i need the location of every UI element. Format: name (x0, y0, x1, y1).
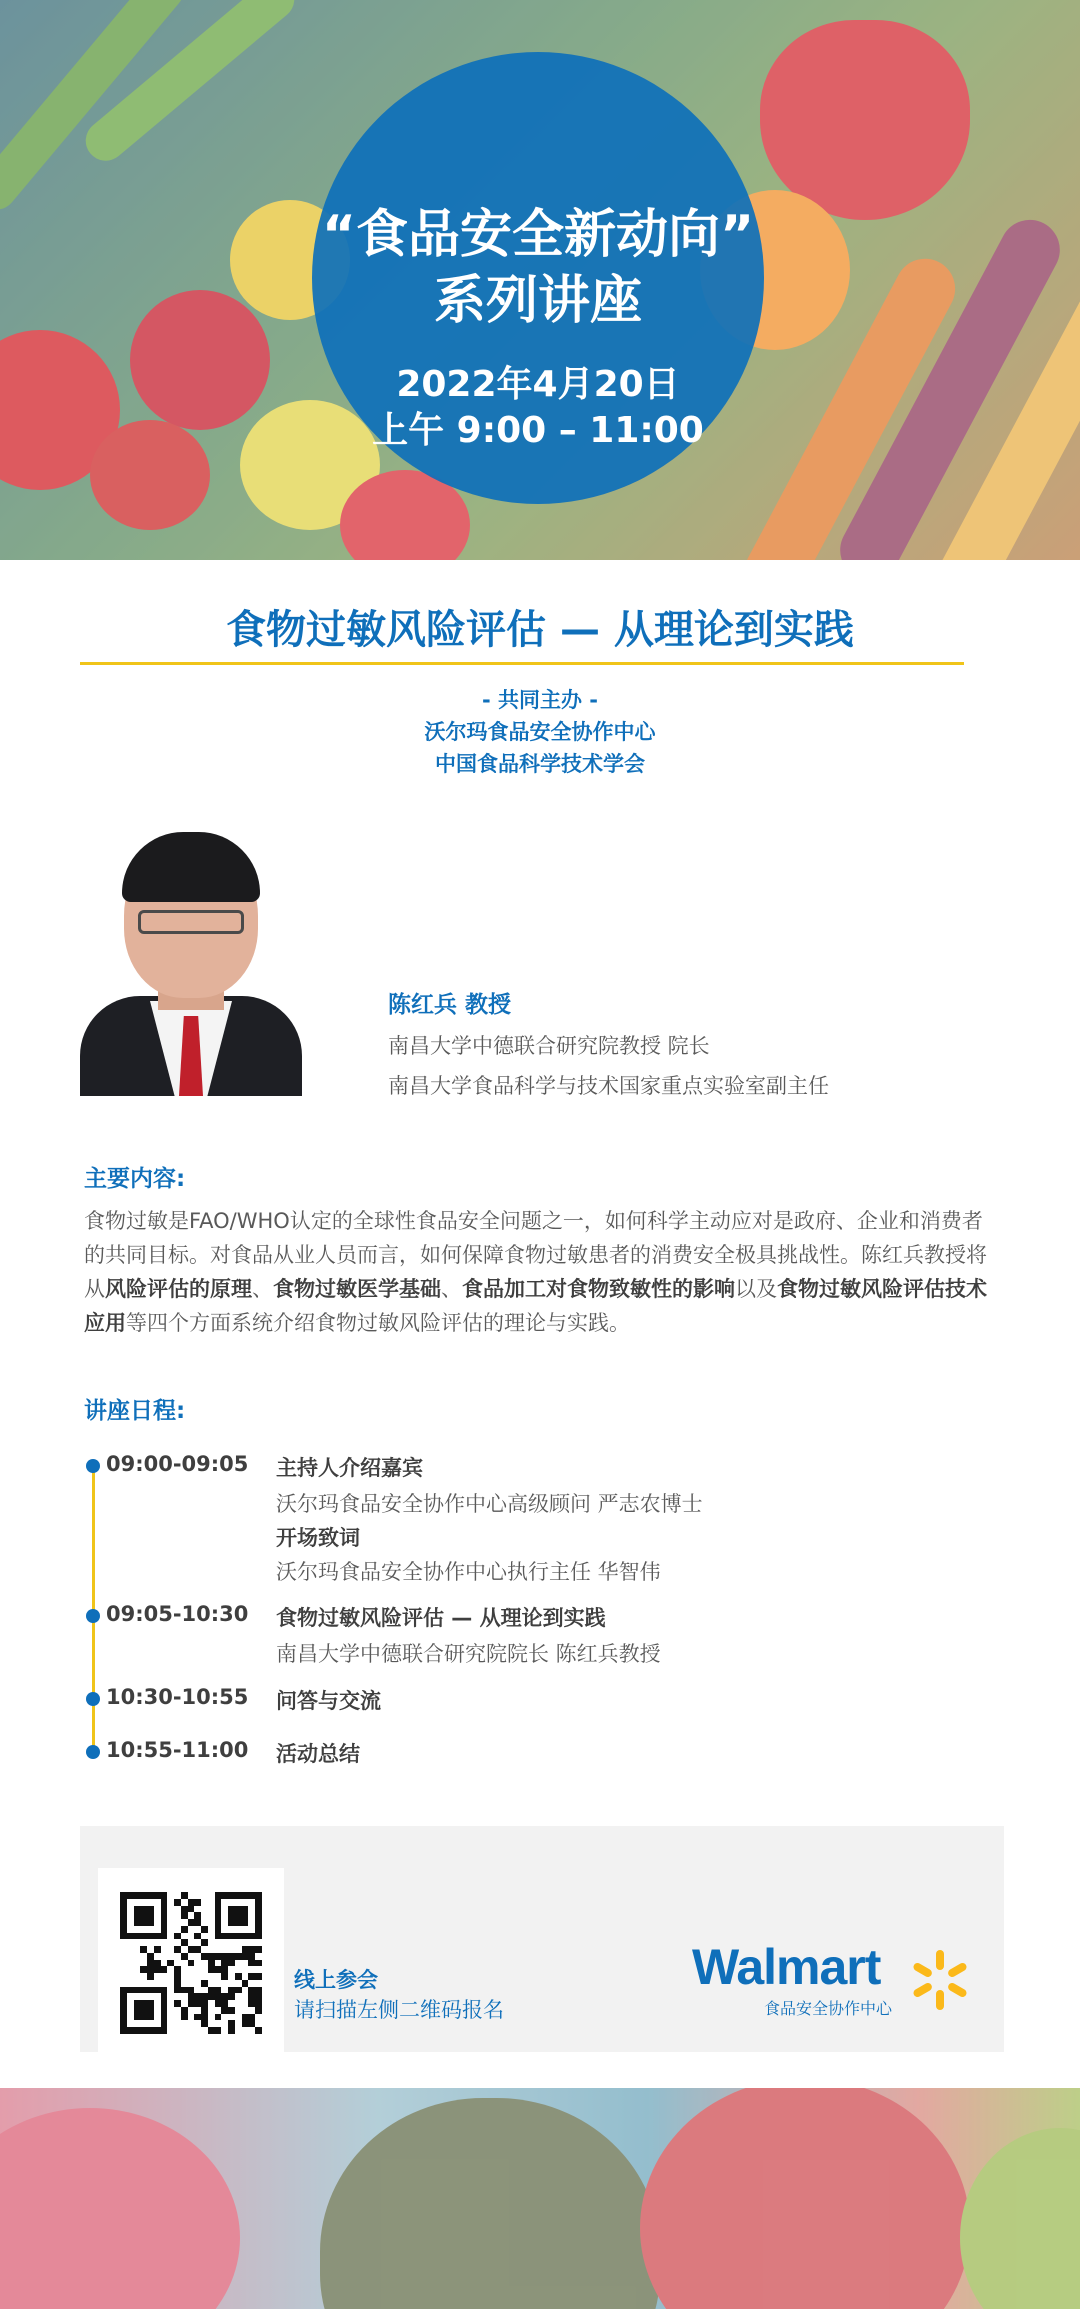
schedule-title: 开场致词 (276, 1526, 360, 1550)
registration-panel (80, 1826, 1004, 2052)
schedule-time: 10:55-11:00 (106, 1738, 249, 1762)
bottom-fruit-banner (0, 2088, 1080, 2309)
speaker-title-1: 南昌大学中德联合研究院教授 院长 (388, 1034, 710, 1058)
qr-code-icon[interactable] (120, 1892, 262, 2034)
schedule-time: 09:00-09:05 (106, 1452, 249, 1476)
content-heading: 主要内容: (84, 1166, 186, 1192)
glasses-shape (138, 910, 244, 934)
walmart-spark-icon (910, 1950, 970, 2010)
co-hosts (0, 684, 1080, 780)
schedule-time: 10:30-10:55 (106, 1685, 249, 1709)
hero-datetime (312, 362, 764, 454)
bottom-overlay (0, 2088, 1080, 2309)
timeline-dot (86, 1745, 100, 1759)
schedule-title: 食物过敏风险评估 — 从理论到实践 (276, 1606, 606, 1630)
content-sep-3: 以及 (735, 1277, 777, 1301)
schedule-title: 主持人介绍嘉宾 (276, 1456, 423, 1480)
qr-code-box[interactable] (98, 1868, 284, 2052)
content-bold-1: 风险评估的原理 (105, 1277, 252, 1301)
content-bold-4: 食物过敏风险评估技术应用 (84, 1277, 987, 1335)
schedule-speaker: 南昌大学中德联合研究院院长 陈红兵教授 (276, 1642, 661, 1666)
walmart-logo-subtitle: 食品安全协作中心 (764, 1999, 893, 2018)
speaker-title-2: 南昌大学食品科学与技术国家重点实验室副主任 (388, 1074, 829, 1098)
schedule-time: 09:05-10:30 (106, 1602, 249, 1626)
hero-banner (0, 0, 1080, 560)
hero-title-line1: “食品安全新动向” (321, 205, 755, 265)
content-bold-3: 食品加工对食物致敏性的影响 (462, 1277, 735, 1301)
schedule-title: 活动总结 (276, 1742, 360, 1766)
hair-shape (122, 832, 260, 902)
content-sep-2: 、 (441, 1277, 462, 1301)
co-host-cifst: 中国食品科学技术学会 (435, 752, 645, 776)
walmart-logo-text: Walmart (692, 1939, 881, 1995)
speaker-photo (80, 810, 302, 1096)
register-instruction: 请扫描左侧二维码报名 (294, 1998, 504, 2022)
timeline-dot (86, 1609, 100, 1623)
schedule-speaker: 沃尔玛食品安全协作中心高级顾问 严志农博士 (276, 1492, 703, 1516)
hero-time: 上午 9:00 – 11:00 (372, 410, 704, 451)
title-divider (80, 662, 964, 665)
schedule-heading: 讲座日程: (84, 1398, 186, 1424)
hero-date: 2022年4月20日 (396, 364, 680, 405)
main-title: 食物过敏风险评估 — 从理论到实践 (226, 607, 854, 653)
timeline-dot (86, 1459, 100, 1473)
content-text-1: 食物过敏是FAO/WHO认定的全球性食品安全问题之一，如何科学主动应对是政府、企业和消费者的共同目标。对食品从业人员而言，如何保障食物过敏患者的消费安全极具挑战性。陈红兵教授将从 (84, 1209, 987, 1301)
schedule-title: 问答与交流 (276, 1689, 381, 1713)
hero-title (312, 202, 764, 334)
content-text-2: 等四个方面系统介绍食物过敏风险评估的理论与实践。 (126, 1311, 630, 1335)
schedule-speaker: 沃尔玛食品安全协作中心执行主任 华智伟 (276, 1560, 661, 1584)
co-hosts-label: - 共同主办 - (481, 688, 599, 712)
content-description (84, 1204, 996, 1340)
register-heading: 线上参会 (294, 1968, 378, 1992)
content-bold-2: 食物过敏医学基础 (273, 1277, 441, 1301)
hero-title-line2: 系列讲座 (433, 271, 642, 331)
timeline-dot (86, 1692, 100, 1706)
content-sep-1: 、 (252, 1277, 273, 1301)
co-host-walmart: 沃尔玛食品安全协作中心 (424, 720, 656, 744)
speaker-name: 陈红兵 教授 (388, 992, 512, 1018)
